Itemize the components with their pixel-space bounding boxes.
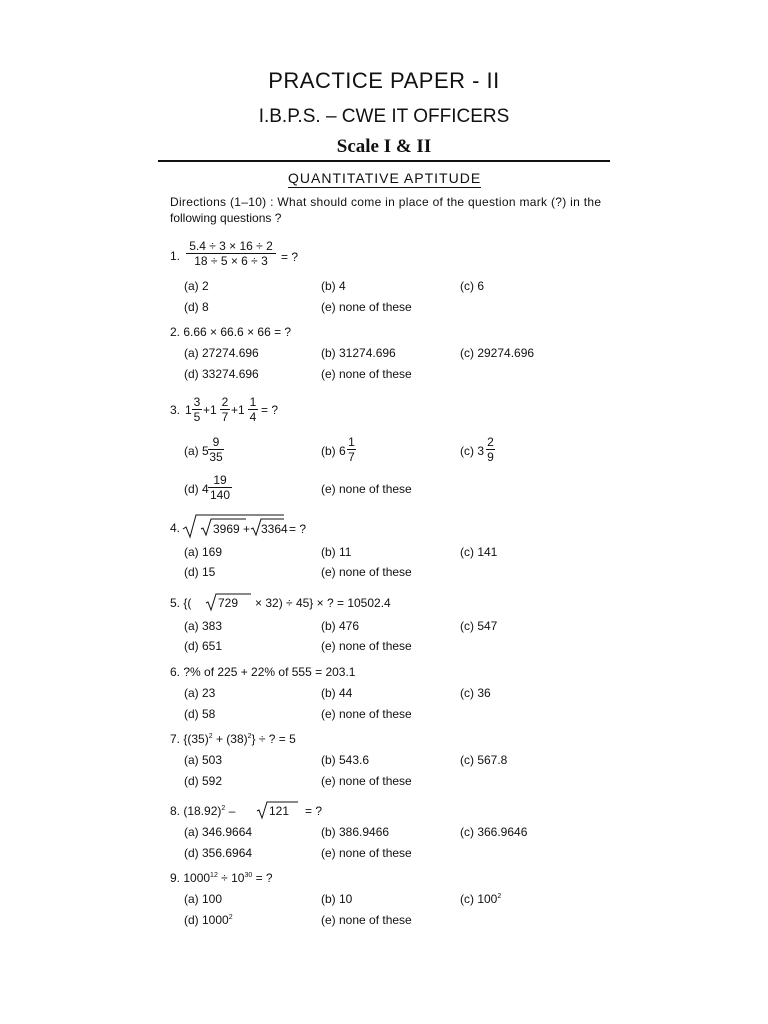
q7-option-c: (c) 567.8 bbox=[460, 753, 508, 767]
q7-superscript-2: 2 bbox=[247, 733, 252, 740]
q3-option-d-den: 140 bbox=[209, 488, 231, 502]
q3-option-a-num: 9 bbox=[212, 435, 220, 449]
q5-option-c: (c) 547 bbox=[460, 619, 498, 633]
q9-text bbox=[170, 871, 273, 885]
q4-option-d: (d) 15 bbox=[184, 565, 216, 579]
q2-text: 2. 6.66 × 66.6 × 66 = ? bbox=[170, 325, 292, 339]
q3-option-c-fraction bbox=[486, 435, 495, 464]
q4-option-e: (e) none of these bbox=[321, 565, 412, 579]
q3-fraction-2 bbox=[220, 395, 230, 424]
q1-option-a: (a) 2 bbox=[184, 279, 209, 293]
q5-prefix: 5. {( bbox=[170, 596, 192, 610]
q8-option-a: (a) 346.9664 bbox=[184, 825, 253, 839]
q9-option-c bbox=[460, 892, 501, 906]
q1-denominator: 18 ÷ 5 × 6 ÷ 3 bbox=[194, 254, 268, 268]
q5-option-d: (d) 651 bbox=[184, 639, 223, 653]
q9-superscript-1: 12 bbox=[210, 872, 218, 879]
q4-number: 4. bbox=[170, 521, 181, 535]
q3-num-2: 2 bbox=[221, 395, 229, 409]
q6-text: 6. ?% of 225 + 22% of 555 = 203.1 bbox=[170, 665, 356, 679]
q1-option-c: (c) 6 bbox=[460, 279, 484, 293]
q5-suffix: × 32) ÷ 45} × ? = 10502.4 bbox=[255, 596, 391, 610]
q3-plus-1: +1 bbox=[203, 403, 217, 417]
q2-option-c: (c) 29274.696 bbox=[460, 346, 535, 360]
q7-option-e: (e) none of these bbox=[321, 774, 412, 788]
q4-radicand-2: 3364 bbox=[261, 522, 288, 536]
q1-tail: = ? bbox=[281, 250, 299, 264]
q8-radicand: 121 bbox=[269, 804, 290, 818]
q5-option-e: (e) none of these bbox=[321, 639, 412, 653]
q3-fraction-3 bbox=[248, 395, 258, 424]
q5-option-a: (a) 383 bbox=[184, 619, 223, 633]
q7-option-b: (b) 543.6 bbox=[321, 753, 370, 767]
q8-option-b: (b) 386.9466 bbox=[321, 825, 390, 839]
q7-option-d: (d) 592 bbox=[184, 774, 223, 788]
q6-option-c: (c) 36 bbox=[460, 686, 491, 700]
q6-option-d: (d) 58 bbox=[184, 707, 216, 721]
q3-option-e: (e) none of these bbox=[321, 482, 412, 496]
q9-superscript-2: 30 bbox=[244, 872, 253, 879]
q3-option-c-den: 9 bbox=[487, 450, 494, 464]
q3-tail: = ? bbox=[261, 403, 279, 417]
q2-option-b: (b) 31274.696 bbox=[321, 346, 396, 360]
q3-option-d-fraction bbox=[208, 473, 232, 502]
q3-option-a-fraction bbox=[208, 435, 224, 464]
q3-whole-1: 1 bbox=[185, 403, 192, 417]
directions-line-1: Directions (1–10) : What should come in place of the question mark (?) in the bbox=[170, 195, 602, 209]
q3-num-1: 3 bbox=[193, 395, 201, 409]
q9-option-b: (b) 10 bbox=[321, 892, 353, 906]
q4-radicand-1: 3969 + bbox=[213, 522, 251, 536]
q9-option-c-superscript: 2 bbox=[497, 893, 502, 900]
q6-option-e: (e) none of these bbox=[321, 707, 412, 721]
q7-option-a: (a) 503 bbox=[184, 753, 223, 767]
q8-lead bbox=[170, 804, 235, 818]
q3-option-c-num: 2 bbox=[487, 435, 494, 449]
q2-option-a: (a) 27274.696 bbox=[184, 346, 259, 360]
q3-option-a-den: 35 bbox=[209, 450, 223, 464]
q7-part-3: } ÷ ? = 5 bbox=[251, 732, 296, 746]
q2-option-d: (d) 33274.696 bbox=[184, 367, 259, 381]
q8-tail: = ? bbox=[305, 804, 323, 818]
q8-option-d: (d) 356.6964 bbox=[184, 846, 253, 860]
q3-option-b-label: (b) 6 bbox=[321, 444, 346, 458]
q1-option-b: (b) 4 bbox=[321, 279, 346, 293]
q4-option-a: (a) 169 bbox=[184, 545, 223, 559]
q7-part-2: + (38) bbox=[212, 732, 248, 746]
q4-option-b: (b) 11 bbox=[321, 545, 352, 559]
q3-num-3: 1 bbox=[249, 395, 257, 409]
q1-numerator: 5.4 ÷ 3 × 16 ÷ 2 bbox=[189, 239, 273, 253]
q8-part-2: – bbox=[225, 804, 236, 818]
header-rule bbox=[158, 160, 610, 162]
scale-heading: Scale I & II bbox=[336, 136, 432, 157]
q3-option-b-num: 1 bbox=[348, 435, 355, 449]
q3-plus-2: +1 bbox=[231, 403, 245, 417]
q3-option-a-label: (a) 5 bbox=[184, 444, 209, 458]
q7-text bbox=[170, 732, 296, 746]
q3-option-c-label: (c) 3 bbox=[460, 444, 484, 458]
q3-den-1: 5 bbox=[193, 410, 201, 424]
q3-number: 3. bbox=[170, 403, 181, 417]
section-heading: QUANTITATIVE APTITUDE bbox=[288, 170, 482, 186]
q9-part-1: 9. 1000 bbox=[170, 871, 211, 885]
q7-part-1: 7. {(35) bbox=[170, 732, 209, 746]
q8-part-1: 8. (18.92) bbox=[170, 804, 222, 818]
q9-option-d-superscript: 2 bbox=[228, 914, 233, 921]
q9-option-c-label: (c) 100 bbox=[460, 892, 498, 906]
q1-option-e: (e) none of these bbox=[321, 300, 412, 314]
q6-option-b: (b) 44 bbox=[321, 686, 353, 700]
q5-radicand: 729 bbox=[218, 596, 239, 610]
q9-option-e: (e) none of these bbox=[321, 913, 412, 927]
q1-option-d: (d) 8 bbox=[184, 300, 209, 314]
q7-superscript-1: 2 bbox=[208, 733, 213, 740]
q9-option-d-label: (d) 1000 bbox=[184, 913, 229, 927]
q9-option-d bbox=[184, 913, 233, 927]
q3-den-2: 7 bbox=[221, 410, 229, 424]
page-title: PRACTICE PAPER - II bbox=[268, 68, 500, 93]
page-subtitle: I.B.P.S. – CWE IT OFFICERS bbox=[258, 106, 510, 127]
q8-superscript: 2 bbox=[221, 805, 226, 812]
q8-option-e: (e) none of these bbox=[321, 846, 412, 860]
q5-option-b: (b) 476 bbox=[321, 619, 360, 633]
q3-option-b-den: 7 bbox=[348, 450, 355, 464]
q3-option-d-label: (d) 4 bbox=[184, 482, 209, 496]
q1-fraction bbox=[186, 239, 276, 268]
q9-part-2: ÷ 10 bbox=[217, 871, 245, 885]
q2-option-e: (e) none of these bbox=[321, 367, 412, 381]
q8-option-c: (c) 366.9646 bbox=[460, 825, 528, 839]
q3-option-d-num: 19 bbox=[213, 473, 227, 487]
q9-option-a: (a) 100 bbox=[184, 892, 223, 906]
q9-part-3: = ? bbox=[252, 871, 273, 885]
q3-fraction-1 bbox=[192, 395, 202, 424]
q4-option-c: (c) 141 bbox=[460, 545, 498, 559]
directions-line-2: following questions ? bbox=[170, 211, 282, 225]
q4-tail: = ? bbox=[289, 522, 307, 536]
q3-den-3: 4 bbox=[249, 410, 257, 424]
q3-option-b-fraction bbox=[347, 435, 356, 464]
q1-number: 1. bbox=[170, 249, 181, 263]
q6-option-a: (a) 23 bbox=[184, 686, 216, 700]
